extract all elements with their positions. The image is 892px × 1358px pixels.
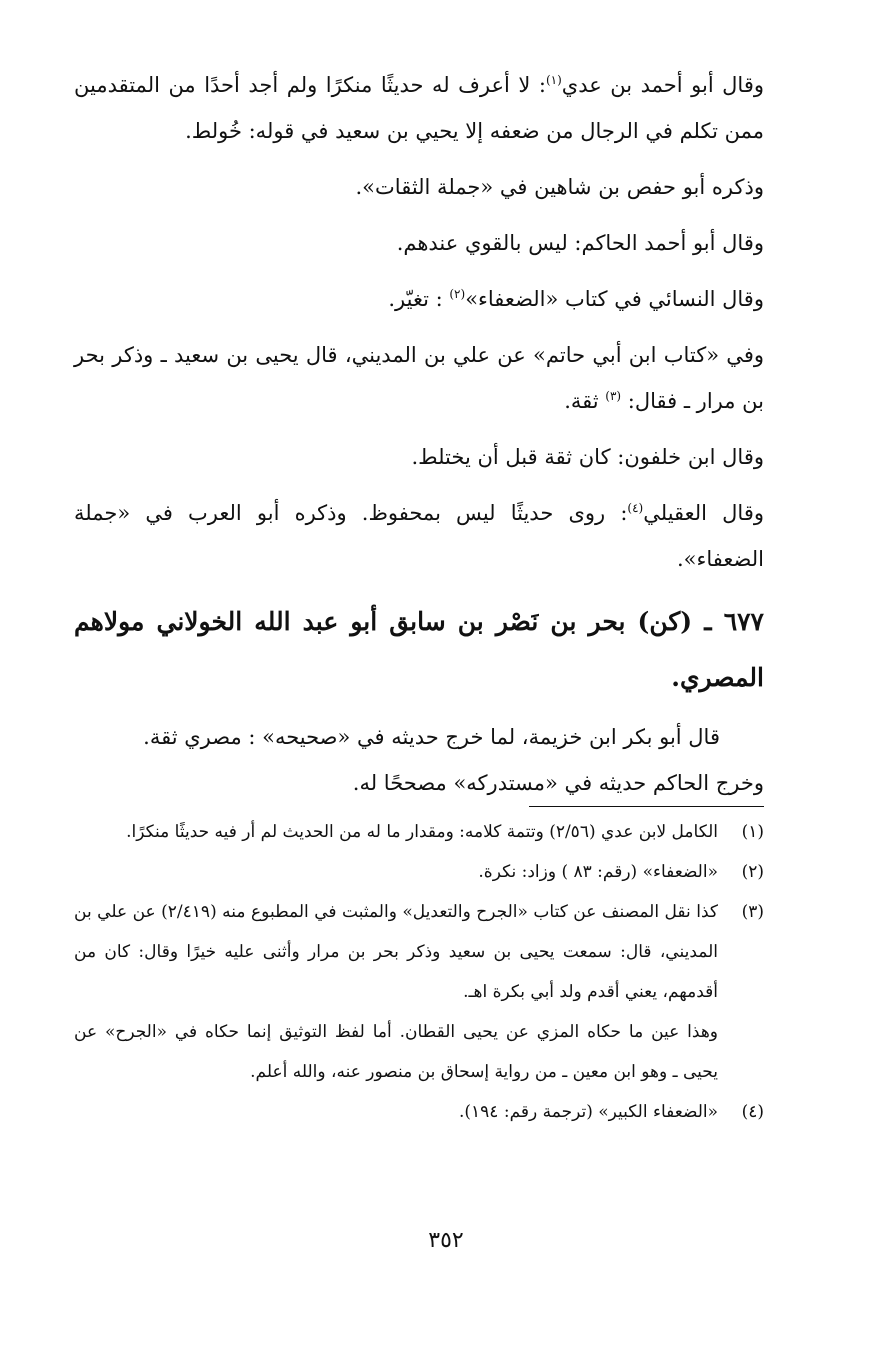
paragraph-abu-ahmad-hakim: وقال أبو أحمد الحاكم: ليس بالقوي عندهم.: [396, 231, 764, 255]
paragraph-uqayli: وقال العقيلي$^{(٤)}$: روى حديثًا ليس بمحفوظ. وذكره أبو العرب في «جملة الضعفاء».: [74, 501, 764, 571]
footnote-ref-4[interactable]: (٤): [627, 501, 644, 515]
footnote-4: [74, 1092, 764, 1132]
footnote-ref-1[interactable]: (١): [545, 73, 562, 87]
paragraph-ibn-shahin: وذكره أبو حفص بن شاهين في «جملة الثقات».: [355, 175, 764, 199]
footnote-text: «الضعفاء» (رقم: ٨٣ ) وزاد: نكرة.: [478, 862, 718, 882]
paragraph-ibn-adi: وقال أبو أحمد بن عدي$^{(١)}$: لا أعرف له حديثًا منكرًا ولم أجد أحدًا من المتقدمين ممن تكلم في الرجال من ضعفه إلا يحيي بن سعيد في قوله: خُولط.: [74, 73, 764, 143]
footnote-2: [74, 852, 764, 892]
footnote-number: (٢): [741, 862, 764, 882]
footnote-1: [74, 812, 764, 852]
footnote-number: (٤): [741, 1102, 764, 1122]
footnote-3: [74, 892, 764, 1092]
footnote-ref-2[interactable]: (٢): [449, 287, 466, 301]
paragraph-ibn-khuzayma: قال أبو بكر ابن خزيمة، لما خرج حديثه في «صحيحه» : مصري ثقة.: [143, 725, 720, 749]
footnote-text: الكامل لابن عدي (٢/٥٦) وتتمة كلامه: ومقدار ما له من الحديث لم أر فيه حديثًا منكرًا.: [126, 822, 718, 842]
footnote-ref-3[interactable]: (٣): [605, 389, 622, 403]
footnote-text: وهذا عين ما حكاه المزي عن يحيى القطان. أما لفظ التوثيق إنما حكاه في «الجرح» عن يحيى ـ وهو ابن معين ـ من رواية إسحاق بن منصور عنه، والله أعلم.: [74, 1022, 718, 1082]
paragraph-nasai: وقال النسائي في كتاب «الضعفاء»$^{(٢)}$ : تغيّر.: [388, 287, 764, 311]
footnotes: [74, 812, 764, 1132]
paragraph-ibn-abi-hatim: وفي «كتاب ابن أبي حاتم» عن علي بن المديني، قال يحيى بن سعيد ـ وذكر بحر بن مرار ـ فقال: $^{(٣)}$ ثقة.: [74, 343, 764, 413]
page-number: ٣٥٢: [428, 1228, 464, 1253]
paragraph-ibn-khalfun: وقال ابن خلفون: كان ثقة قبل أن يختلط.: [411, 445, 764, 469]
footnote-separator: [529, 806, 764, 807]
main-text: [74, 62, 764, 806]
entry-heading-677: ٦٧٧ ـ (كن) بحر بن نَصْر بن سابق أبو عبد الله الخولاني مولاهم المصري.: [74, 607, 764, 692]
footnote-text: كذا نقل المصنف عن كتاب «الجرح والتعديل» والمثبت في المطبوع منه (٢/٤١٩) عن علي بن المديني، قال: سمعت يحيى بن سعيد وذكر بحر بن مرار وأثنى عليه خيرًا وقال: كان من أقدمهم، يعني أقدم ولد أبي بكرة اهـ.: [74, 902, 718, 1002]
paragraph-hakim-mustadrak: وخرج الحاكم حديثه في «مستدركه» مصححًا له.: [352, 771, 764, 795]
footnote-number: (١): [741, 822, 764, 842]
footnote-text: «الضعفاء الكبير» (ترجمة رقم: ١٩٤).: [459, 1102, 718, 1122]
footnote-number: (٣): [741, 902, 764, 922]
